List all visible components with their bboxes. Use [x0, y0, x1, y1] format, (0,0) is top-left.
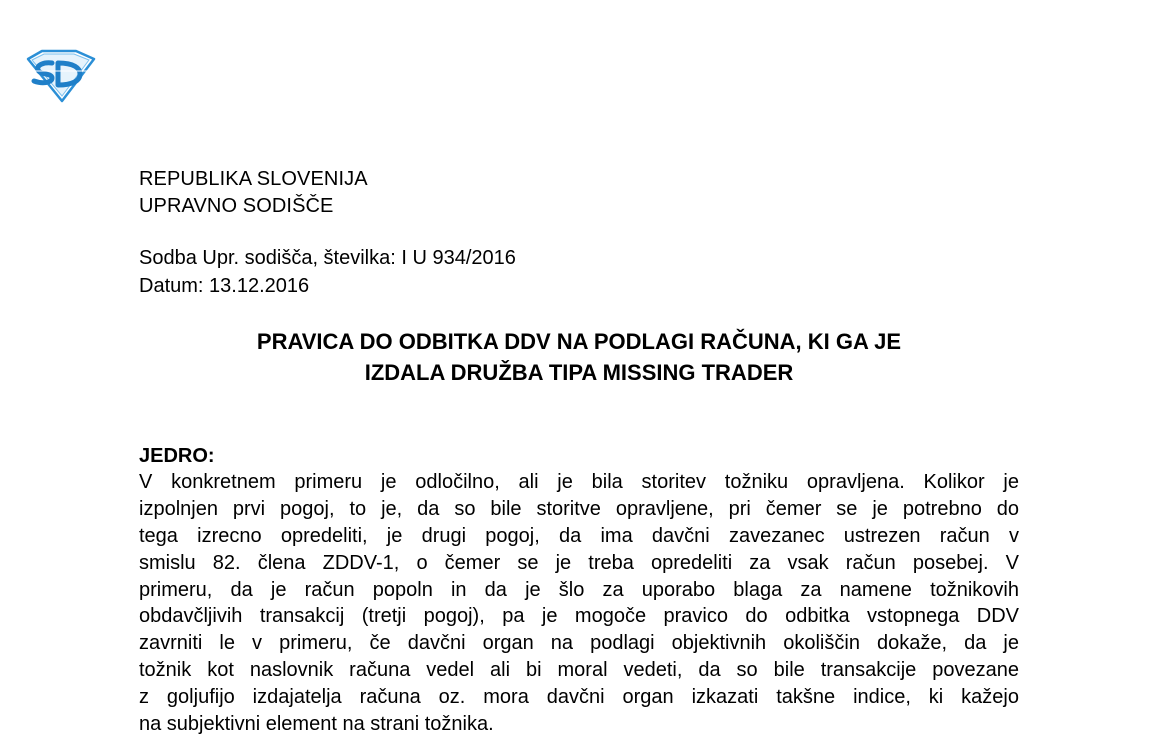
- paragraph-line: izpolnjen prvi pogoj, to je, da so bile storitve opravljene, pri čemer se je potrebno do: [139, 497, 1019, 520]
- summary-paragraph: [139, 469, 1019, 738]
- document-title: [139, 326, 1019, 388]
- paragraph-line: tožnik kot naslovnik računa vedel ali bi moral vedeti, da so bile transakcije povezane: [139, 659, 1019, 682]
- case-date: Datum: 13.12.2016: [139, 275, 310, 297]
- paragraph-line: tega izrecno opredeliti, je drugi pogoj, da ima davčni zavezanec ustrezen račun v: [139, 524, 1019, 547]
- country-name: REPUBLIKA SLOVENIJA: [139, 168, 368, 190]
- paragraph-line: V konkretnem primeru je odločilno, ali je bila storitev tožniku opravljena. Kolikor je: [139, 471, 1019, 493]
- sd-logo-icon: [22, 49, 96, 103]
- title-line-2: IZDALA DRUŽBA TIPA MISSING TRADER: [364, 360, 794, 385]
- title-line-1: PRAVICA DO ODBITKA DDV NA PODLAGI RAČUNA, KI GA JE: [256, 329, 902, 354]
- paragraph-line: primeru, da je račun popoln in da je šlo za uporabo blaga za namene tožnikovih: [139, 578, 1019, 601]
- paragraph-line: zavrniti le v primeru, če davčni organ na podlagi objektivnih okoliščin dokaže, da je: [139, 632, 1019, 655]
- paragraph-line: na subjektivni element na strani tožnika.: [139, 713, 494, 736]
- case-number: Sodba Upr. sodišča, številka: I U 934/2016: [139, 247, 516, 269]
- paragraph-line: z goljufijo izdajatelja računa oz. mora davčni organ izkazati takšne indice, ki kažejo: [139, 686, 1019, 709]
- case-info: [139, 244, 516, 300]
- court-name: UPRAVNO SODIŠČE: [139, 195, 334, 217]
- section-label: JEDRO:: [139, 445, 215, 467]
- paragraph-line: smislu 82. člena ZDDV-1, o čemer se je treba opredeliti za vsak račun posebej. V: [139, 551, 1019, 574]
- court-header: [139, 166, 368, 220]
- paragraph-line: obdavčljivih transakcij (tretji pogoj), pa je mogoče pravico do odbitka vstopnega DDV: [139, 605, 1019, 628]
